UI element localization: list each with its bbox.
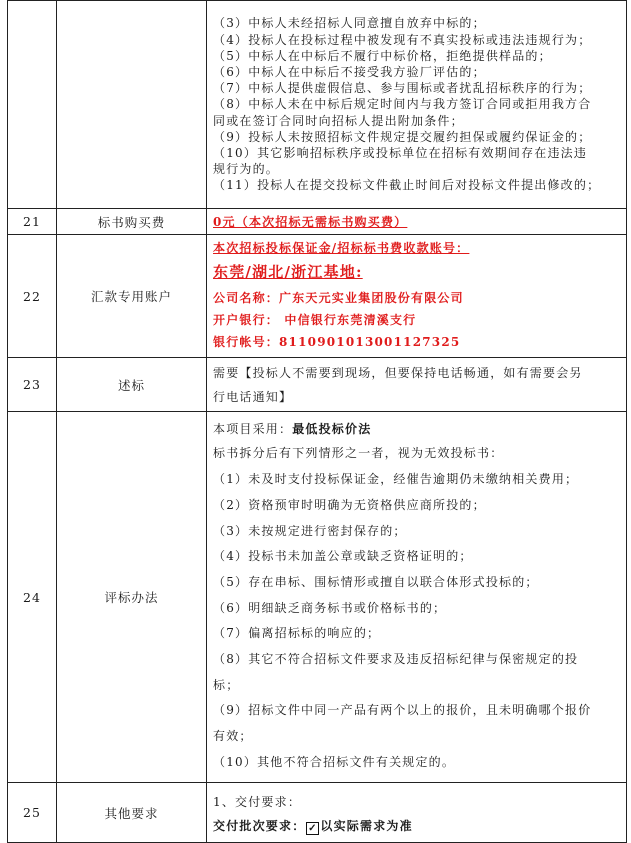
list-item: （8）中标人未在中标后规定时间内与我方签订合同或拒用我方合 <box>213 97 592 112</box>
list-item: （1）未及时支付投标保证金，经催告逾期仍未缴纳相关费用； <box>213 472 579 487</box>
list-item: （10）其它影响招标秩序或投标单位在招标有效期间存在违法违 <box>213 146 588 160</box>
text-line: 行电话通知】 <box>213 389 293 404</box>
list-item: （10）其他不符合招标文件有关规定的。 <box>213 754 456 769</box>
list-item: （11）投标人在提交投标文件截止时间后对投标文件提出修改的； <box>213 178 601 193</box>
base-locations: 东莞/湖北/浙江基地: <box>213 263 363 281</box>
list-item: （8）其它不符合招标文件要求及违反招标纪律与保密规定的投 <box>213 652 579 667</box>
delivery-value: 以实际需求为准 <box>320 819 413 833</box>
list-item: （2）资格预审时明确为无资格供应商所投的； <box>213 497 486 512</box>
row-content <box>207 1 627 209</box>
account-number: 银行帐号：8110901013001127325 <box>213 335 461 349</box>
list-item: （9）招标文件中同一产品有两个以上的报价，且未明确哪个报价 <box>213 703 592 718</box>
list-item: （6）明细缺乏商务标书或价格标书的； <box>213 600 447 615</box>
bank-name: 开户银行： 中信银行东莞清溪支行 <box>213 313 417 327</box>
row-content <box>207 209 627 235</box>
row-content <box>207 235 627 358</box>
text-line: 需要【投标人不需要到现场，但要保持电话畅通，如有需要会另 <box>213 365 583 380</box>
table-row <box>8 358 627 412</box>
row-content <box>207 412 627 783</box>
row-number: 22 <box>8 235 57 358</box>
row-label: 述标 <box>57 358 207 412</box>
row-number: 24 <box>8 412 57 783</box>
list-item-continued: 有效； <box>213 729 253 744</box>
row-number: 23 <box>8 358 57 412</box>
text-line <box>213 813 622 839</box>
list-item: （9）投标人未按照招标文件规定提交履约担保或履约保证金的； <box>213 129 592 144</box>
list-item: （7）偏离招标标的响应的； <box>213 626 381 641</box>
list-item: 规行为的。 <box>213 162 280 177</box>
text-line: 1、交付要求： <box>213 795 302 809</box>
list-item: （7）中标人提供虚假信息、参与围标或者扰乱招标秩序的行为； <box>213 81 592 96</box>
row-label: 其他要求 <box>57 783 207 843</box>
row-number: 21 <box>8 209 57 235</box>
row-number <box>8 1 57 209</box>
row-content <box>207 358 627 412</box>
row-label <box>57 1 207 209</box>
table-row <box>8 209 627 235</box>
row-number: 25 <box>8 783 57 843</box>
method-name: 最低投标价法 <box>292 422 372 437</box>
row-content <box>207 783 627 843</box>
method-prefix: 本项目采用： <box>213 422 293 437</box>
row-label: 标书购买费 <box>57 209 207 235</box>
evaluation-method <box>213 418 622 441</box>
account-title: 本次招标投标保证金/招标标书费收款账号： <box>213 241 470 255</box>
delivery-label: 交付批次要求： <box>213 819 306 833</box>
list-item: 同或在签订合同时向招标人提出附加条件； <box>213 113 464 128</box>
tender-terms-table <box>7 0 627 843</box>
list-item: （3）未按规定进行密封保存的； <box>213 523 407 538</box>
list-item-continued: 标； <box>213 677 240 692</box>
checkbox-checked-icon: ✓ <box>308 823 318 834</box>
fee-text: 0元（本次招标无需标书购买费） <box>213 215 408 229</box>
table-row <box>8 783 627 843</box>
company-name: 公司名称：广东天元实业集团股份有限公司 <box>213 291 464 305</box>
list-item: （6）中标人在中标后不接受我方验厂评估的； <box>213 64 486 79</box>
row-label: 汇款专用账户 <box>57 235 207 358</box>
row-label: 评标办法 <box>57 412 207 783</box>
list-item: （4）投标书未加盖公章或缺乏资格证明的； <box>213 549 473 564</box>
list-item: （5）中标人在中标后不履行中标价格，拒绝提供样品的； <box>213 48 552 63</box>
intro-text: 标书拆分后有下列情形之一者，视为无效投标书： <box>213 446 504 461</box>
list-item: （3）中标人未经招标人同意擅自放弃中标的； <box>213 16 486 31</box>
list-item: （5）存在串标、围标情形或擅自以联合体形式投标的； <box>213 574 539 589</box>
list-item: （4）投标人在投标过程中被发现有不真实投标或违法违规行为； <box>213 32 592 47</box>
table-row <box>8 412 627 783</box>
table-row <box>8 1 627 209</box>
table-row <box>8 235 627 358</box>
